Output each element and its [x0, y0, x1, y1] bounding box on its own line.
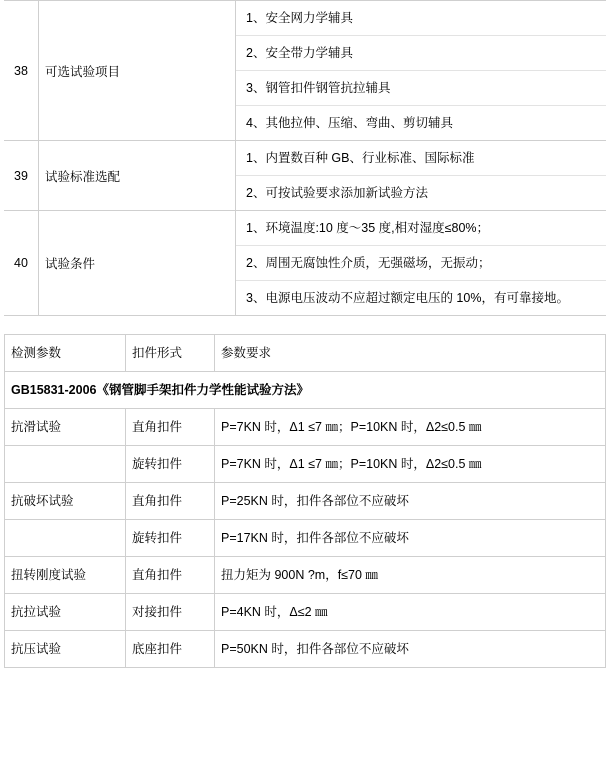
- item-list: [236, 141, 606, 210]
- list-item: 2、可按试验要求添加新试验方法: [246, 186, 428, 200]
- table-row: [5, 631, 606, 668]
- item-list: [236, 1, 606, 140]
- cell-requirement: P=50KN 时，扣件各部位不应破坏: [215, 631, 606, 668]
- cell-param: [5, 446, 126, 483]
- row-title: 试验标准选配: [39, 141, 236, 211]
- row-items: [236, 141, 607, 211]
- table-row: [5, 594, 606, 631]
- standard-title: GB15831-2006《钢管脚手架扣件力学性能试验方法》: [5, 372, 606, 409]
- row-number: 39: [4, 141, 39, 211]
- row-title: 试验条件: [39, 211, 236, 316]
- cell-form: 底座扣件: [126, 631, 215, 668]
- standard-row: [5, 372, 606, 409]
- table-row: [4, 141, 606, 211]
- row-title: 可选试验项目: [39, 1, 236, 141]
- cell-form: 直角扣件: [126, 483, 215, 520]
- table-row: [5, 483, 606, 520]
- table-row: [4, 211, 606, 316]
- list-item: 1、安全网力学辅具: [236, 1, 606, 36]
- column-header-form: 扣件形式: [126, 335, 215, 372]
- row-items: [236, 211, 607, 316]
- column-header-param: 检测参数: [5, 335, 126, 372]
- table-row: [5, 520, 606, 557]
- cell-param: 扭转刚度试验: [5, 557, 126, 594]
- cell-param: 抗压试验: [5, 631, 126, 668]
- list-item: 2、安全带力学辅具: [236, 36, 606, 71]
- cell-form: 对接扣件: [126, 594, 215, 631]
- cell-param: 抗滑试验: [5, 409, 126, 446]
- column-header-requirement: 参数要求: [215, 335, 606, 372]
- list-item: 2、周围无腐蚀性介质，无强磁场，无振动；: [236, 246, 606, 281]
- cell-requirement: P=7KN 时，Δ1 ≤7 ㎜；P=10KN 时，Δ2≤0.5 ㎜: [215, 446, 606, 483]
- item-list: [236, 211, 606, 315]
- cell-requirement: P=7KN 时，Δ1 ≤7 ㎜；P=10KN 时，Δ2≤0.5 ㎜: [215, 409, 606, 446]
- spec-table: [4, 0, 606, 316]
- cell-form: 直角扣件: [126, 409, 215, 446]
- cell-param: [5, 520, 126, 557]
- cell-requirement: P=4KN 时，Δ≤2 ㎜: [215, 594, 606, 631]
- row-number: 38: [4, 1, 39, 141]
- table-gap: [0, 316, 610, 334]
- table-row: [5, 409, 606, 446]
- row-items: [236, 1, 607, 141]
- table-header-row: [5, 335, 606, 372]
- cell-param: 抗拉试验: [5, 594, 126, 631]
- table-row: [4, 1, 606, 141]
- list-item: 3、电源电压波动不应超过额定电压的 10%，有可靠接地。: [246, 291, 569, 305]
- cell-form: 直角扣件: [126, 557, 215, 594]
- table-row: [5, 557, 606, 594]
- list-item: 1、环境温度:10 度～35 度,相对湿度≤80%；: [236, 211, 606, 246]
- test-requirements-table: [4, 334, 606, 668]
- row-number: 40: [4, 211, 39, 316]
- cell-requirement: 扭力矩为 900N ?m，f≤70 ㎜: [215, 557, 606, 594]
- cell-param: 抗破坏试验: [5, 483, 126, 520]
- cell-requirement: P=17KN 时，扣件各部位不应破坏: [215, 520, 606, 557]
- cell-requirement: P=25KN 时，扣件各部位不应破坏: [215, 483, 606, 520]
- cell-form: 旋转扣件: [126, 446, 215, 483]
- list-item: 4、其他拉伸、压缩、弯曲、剪切辅具: [246, 116, 453, 130]
- list-item: 3、钢管扣件钢管抗拉辅具: [236, 71, 606, 106]
- table-row: [5, 446, 606, 483]
- cell-form: 旋转扣件: [126, 520, 215, 557]
- list-item: 1、内置数百种 GB、行业标准、国际标准: [236, 141, 606, 176]
